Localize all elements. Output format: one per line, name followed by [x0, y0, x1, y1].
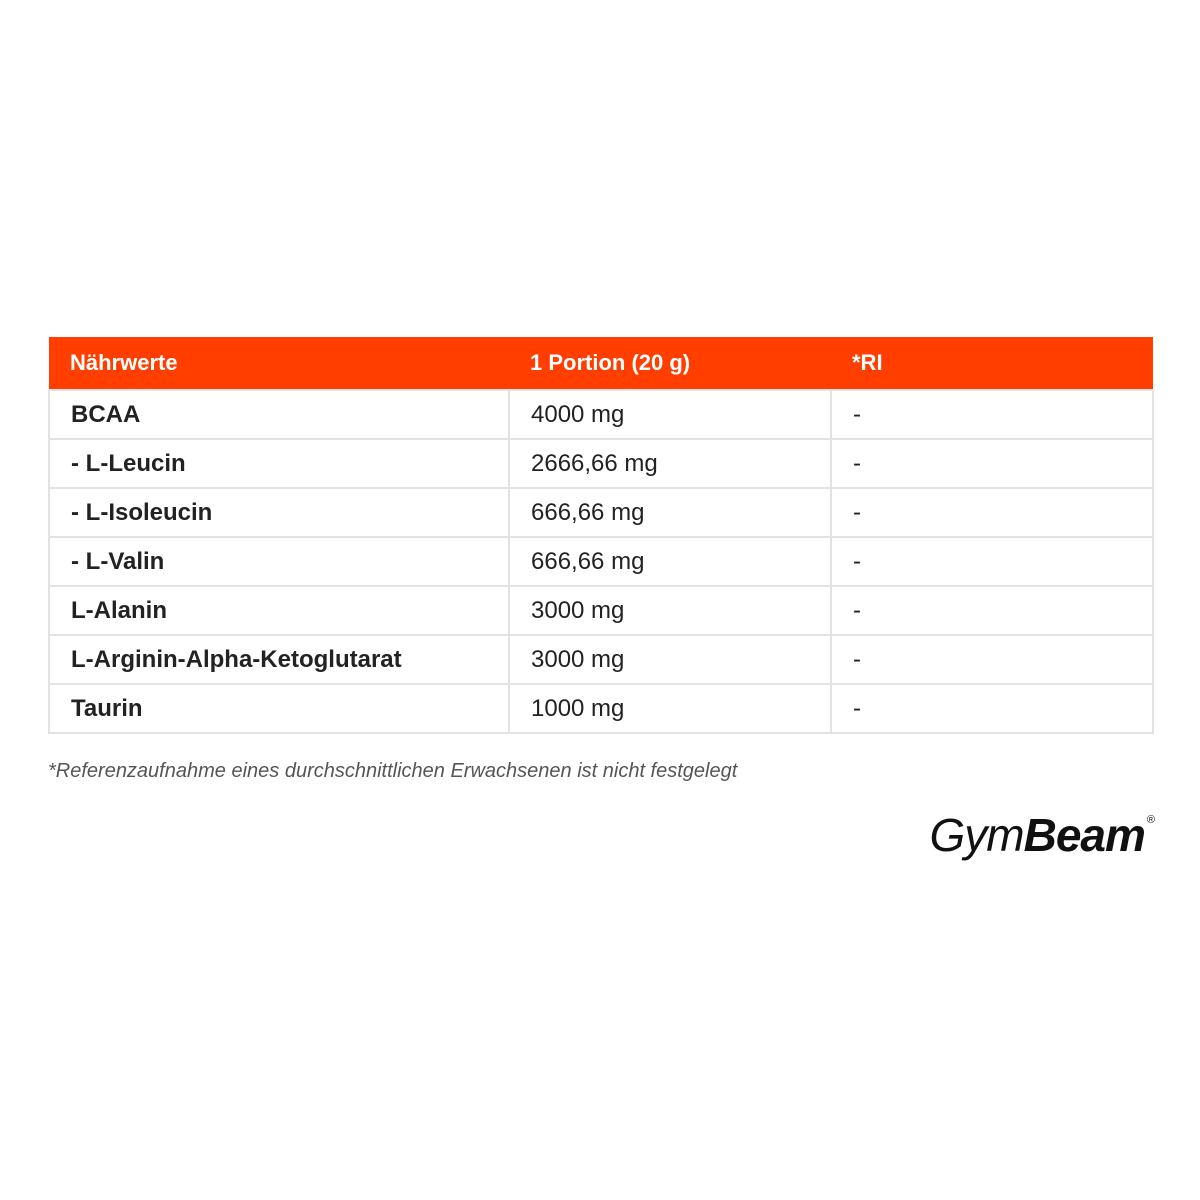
nutrient-amount: 4000 mg [509, 390, 831, 439]
nutrient-name: L-Alanin [49, 586, 509, 635]
nutrient-ri: - [831, 586, 1153, 635]
logo-text-beam: Beam [1023, 809, 1145, 861]
table-row [49, 684, 1153, 733]
nutrient-name: BCAA [49, 390, 509, 439]
nutrient-amount: 666,66 mg [509, 488, 831, 537]
nutrient-ri: - [831, 439, 1153, 488]
nutrient-name: Taurin [49, 684, 509, 733]
nutrient-name: - L-Leucin [49, 439, 509, 488]
logo-text-gym: Gym [929, 809, 1024, 861]
table-row [49, 635, 1153, 684]
nutrition-table-container [48, 337, 1152, 734]
nutrient-amount: 666,66 mg [509, 537, 831, 586]
nutrient-amount: 3000 mg [509, 586, 831, 635]
nutrient-amount: 1000 mg [509, 684, 831, 733]
table-row [49, 488, 1153, 537]
table-row [49, 586, 1153, 635]
nutrient-ri: - [831, 635, 1153, 684]
nutrient-name: - L-Isoleucin [49, 488, 509, 537]
table-row [49, 390, 1153, 439]
header-ri: *RI [852, 350, 883, 375]
header-portion: 1 Portion (20 g) [530, 350, 691, 375]
table-header-row [49, 337, 1153, 390]
nutrient-amount: 3000 mg [509, 635, 831, 684]
nutrition-table [48, 337, 1154, 734]
nutrient-ri: - [831, 488, 1153, 537]
gymbeam-logo [929, 808, 1152, 862]
nutrient-ri: - [831, 684, 1153, 733]
registered-mark: ® [1146, 814, 1154, 826]
table-row [49, 537, 1153, 586]
nutrient-name: - L-Valin [49, 537, 509, 586]
nutrient-amount: 2666,66 mg [509, 439, 831, 488]
nutrient-ri: - [831, 390, 1153, 439]
header-nutrients: Nährwerte [70, 350, 178, 375]
nutrient-ri: - [831, 537, 1153, 586]
reference-footnote: *Referenzaufnahme eines durchschnittlichen Erwachsenen ist nicht festgelegt [48, 760, 738, 782]
nutrient-name: L-Arginin-Alpha-Ketoglutarat [49, 635, 509, 684]
table-row [49, 439, 1153, 488]
